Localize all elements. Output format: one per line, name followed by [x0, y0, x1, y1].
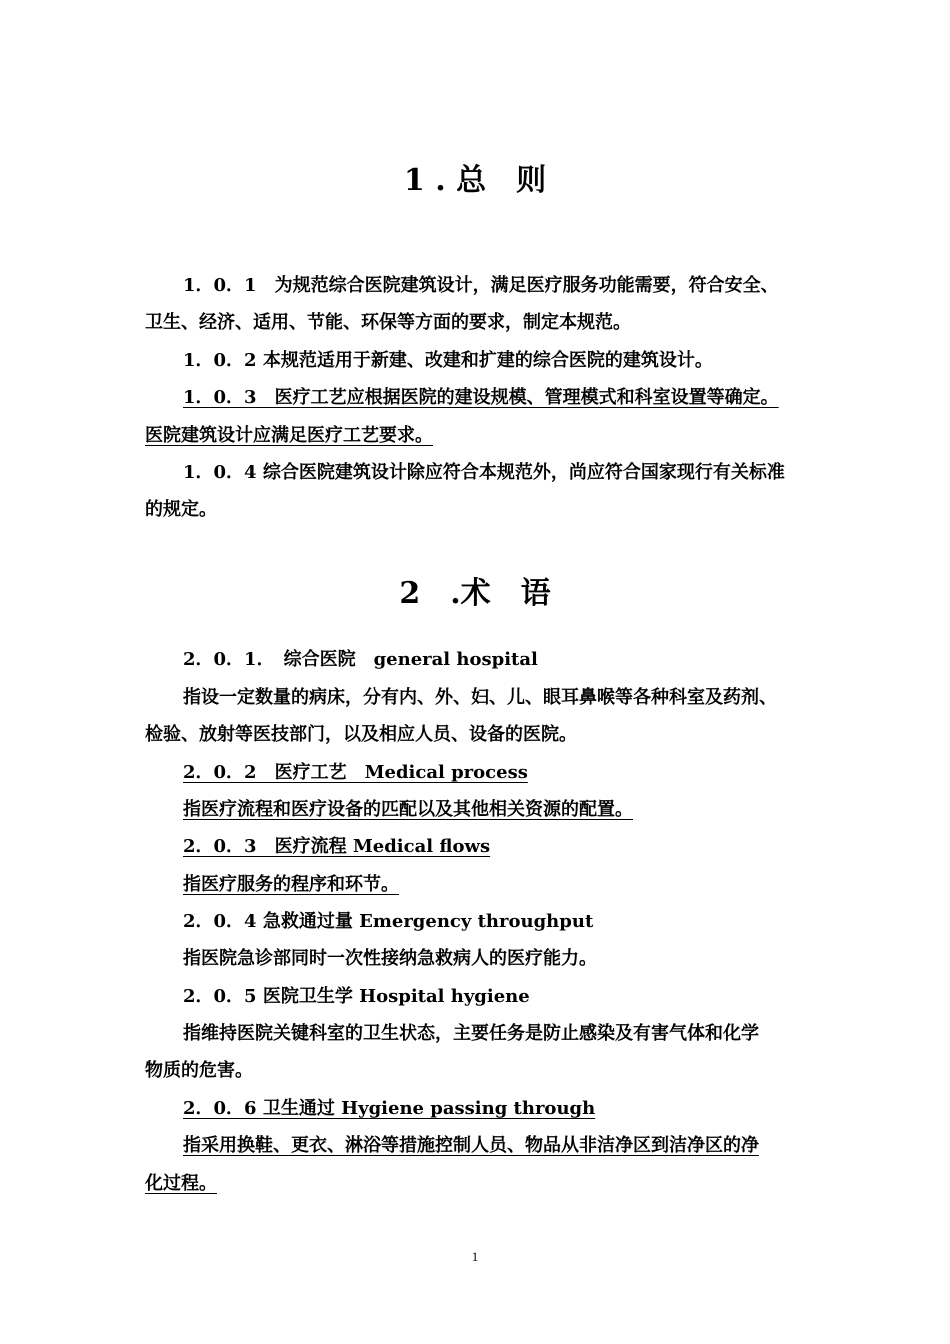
term-2-0-4-def: 指医院急诊部同时一次性接纳急救病人的医疗能力。	[183, 948, 597, 969]
clause-1-0-2: 1．0．2 本规范适用于新建、改建和扩建的综合医院的建筑设计。	[183, 350, 713, 371]
clause-1-0-1: 1．0．1 为规范综合医院建筑设计，满足医疗服务功能需要，符合安全、	[183, 275, 779, 296]
term-2-0-5-def: 指维持医院关键科室的卫生状态，主要任务是防止感染及有害气体和化学	[183, 1023, 759, 1044]
clause-1-0-4-cont: 的规定。	[145, 499, 217, 520]
term-2-0-6-def-cont: 化过程。	[145, 1173, 217, 1194]
term-2-0-5-def-cont: 物质的危害。	[145, 1060, 253, 1081]
clause-1-0-3: 1．0．3 医疗工艺应根据医院的建设规模、管理模式和科室设置等确定。	[183, 387, 779, 408]
term-2-0-6: 2．0．6 卫生通过 Hygiene passing through	[183, 1098, 596, 1119]
term-2-0-1-def-cont: 检验、放射等医技部门，以及相应人员、设备的医院。	[145, 724, 577, 745]
term-2-0-4: 2．0．4 急救通过量 Emergency throughput	[183, 911, 594, 932]
term-2-0-1-def: 指设一定数量的病床，分有内、外、妇、儿、眼耳鼻喉等各种科室及药剂、	[183, 687, 777, 708]
term-2-0-3-def: 指医疗服务的程序和环节。	[183, 874, 399, 895]
page-number: 1	[471, 1249, 479, 1264]
term-2-0-2: 2．0．2 医疗工艺 Medical process	[183, 762, 528, 783]
section-1-title: 1 . 总 则	[403, 163, 547, 198]
clause-1-0-3-cont: 医院建筑设计应满足医疗工艺要求。	[145, 425, 433, 446]
term-2-0-3: 2．0．3 医疗流程 Medical flows	[183, 836, 491, 857]
term-2-0-6-def: 指采用换鞋、更衣、淋浴等措施控制人员、物品从非洁净区到洁净区的净	[183, 1135, 759, 1156]
term-2-0-1: 2．0．1． 综合医院 general hospital	[183, 649, 538, 670]
section-2-title: 2 .术 语	[399, 576, 551, 611]
term-2-0-2-def: 指医疗流程和医疗设备的匹配以及其他相关资源的配置。	[183, 799, 633, 820]
clause-1-0-1-cont: 卫生、经济、适用、节能、环保等方面的要求，制定本规范。	[145, 312, 631, 333]
clause-1-0-4: 1．0．4 综合医院建筑设计除应符合本规范外，尚应符合国家现行有关标准	[183, 462, 785, 483]
term-2-0-5: 2．0．5 医院卫生学 Hospital hygiene	[183, 986, 530, 1007]
